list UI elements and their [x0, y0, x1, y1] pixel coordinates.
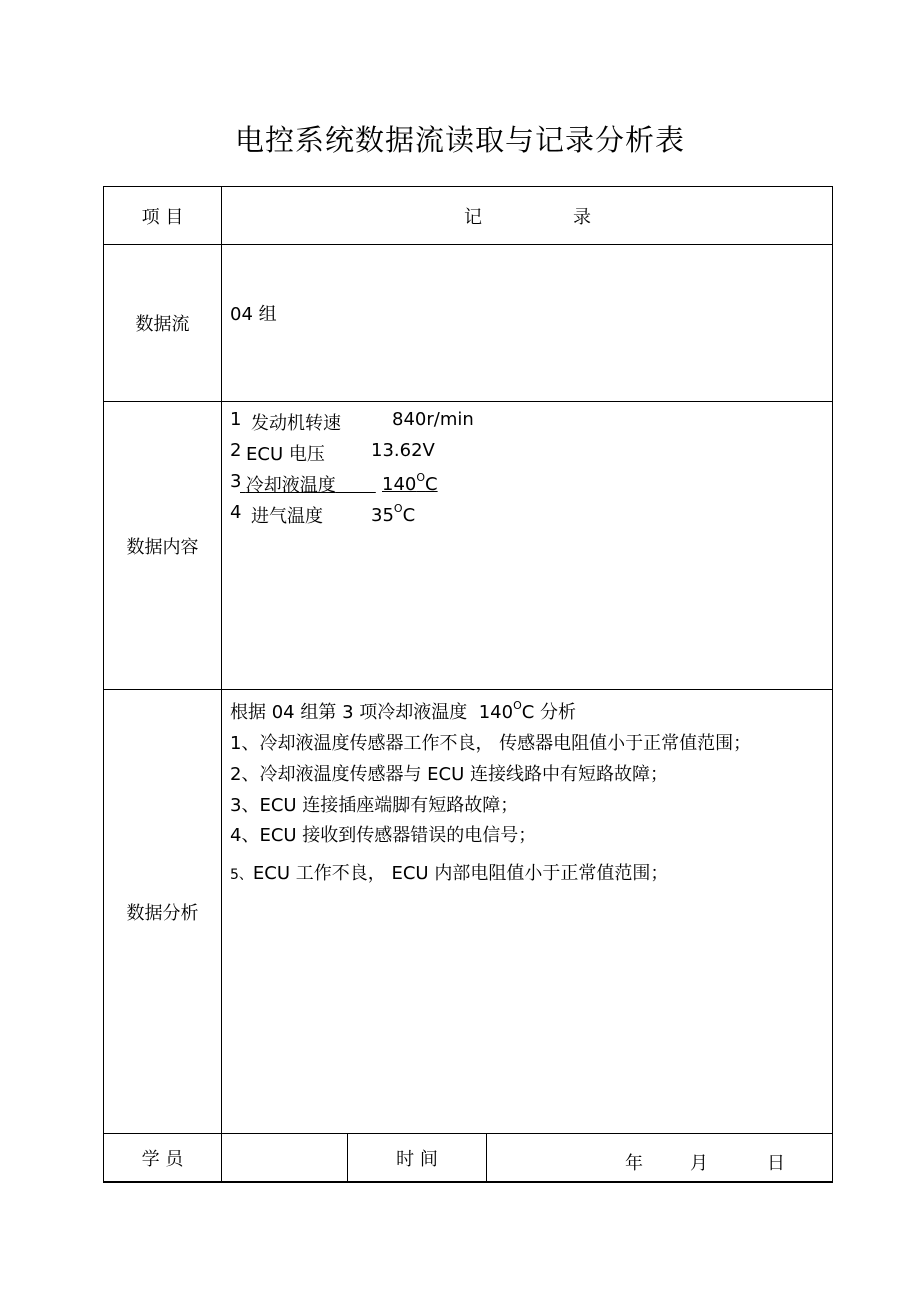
analysis-item: 4、ECU 接收到传感器错误的电信号； — [230, 825, 537, 846]
year-label: 年 — [625, 1153, 643, 1174]
analysis-item: 3、ECU 连接插座端脚有短路故障； — [230, 795, 519, 816]
content-line-value: $35^OC$ — [371, 502, 416, 526]
column-divider — [486, 1133, 487, 1182]
data-stream-value: 04 组 — [230, 304, 277, 325]
data-stream-label: 数据流 — [135, 314, 190, 335]
analysis-item: 5、ECU 工作不良， ECU 内部电阻值小于正常值范围； — [230, 863, 669, 884]
content-line-name: 冷却液温度 — [245, 475, 336, 496]
content-line-number: 2 — [230, 440, 242, 461]
data-analysis-label: 数据分析 — [126, 902, 199, 924]
content-line-value: 13.62V — [371, 440, 435, 461]
content-line-number: 4 — [230, 502, 242, 523]
analysis-item: 2、冷却液温度传感器与 ECU 连接线路中有短路故障； — [230, 764, 669, 785]
content-line-name: 发动机转速 — [251, 413, 341, 434]
content-line-number: 1 — [230, 409, 242, 430]
content-line-name: 进气温度 — [251, 506, 323, 527]
record-header-part-2: 录 — [573, 207, 591, 228]
table-border-bottom — [103, 1181, 833, 1183]
student-label: 学 员 — [141, 1148, 184, 1170]
content-line-number: 3 — [230, 471, 242, 492]
column-divider — [221, 186, 222, 1183]
item-header: 项 目 — [141, 206, 184, 228]
month-label: 月 — [690, 1153, 708, 1174]
record-header-part-1: 记 — [464, 207, 482, 228]
page-title: 电控系统数据流读取与记录分析表 — [234, 123, 685, 157]
content-line-value: 840r/min — [392, 409, 474, 430]
analysis-item: 1、冷却液温度传感器工作不良， 传感器电阻值小于正常值范围； — [230, 733, 752, 754]
time-label: 时 间 — [396, 1148, 438, 1170]
content-line-value: $140^OC$ — [382, 471, 438, 495]
analysis-intro: 根据 04 组第 3 项冷却液温度 $140^OC$ 分析 — [230, 699, 577, 723]
content-line-name: ECU 电压 — [246, 444, 325, 465]
table-border-right — [832, 186, 833, 1183]
day-label: 日 — [767, 1153, 785, 1174]
student-field[interactable] — [222, 1134, 347, 1181]
data-content-label: 数据内容 — [126, 536, 199, 558]
